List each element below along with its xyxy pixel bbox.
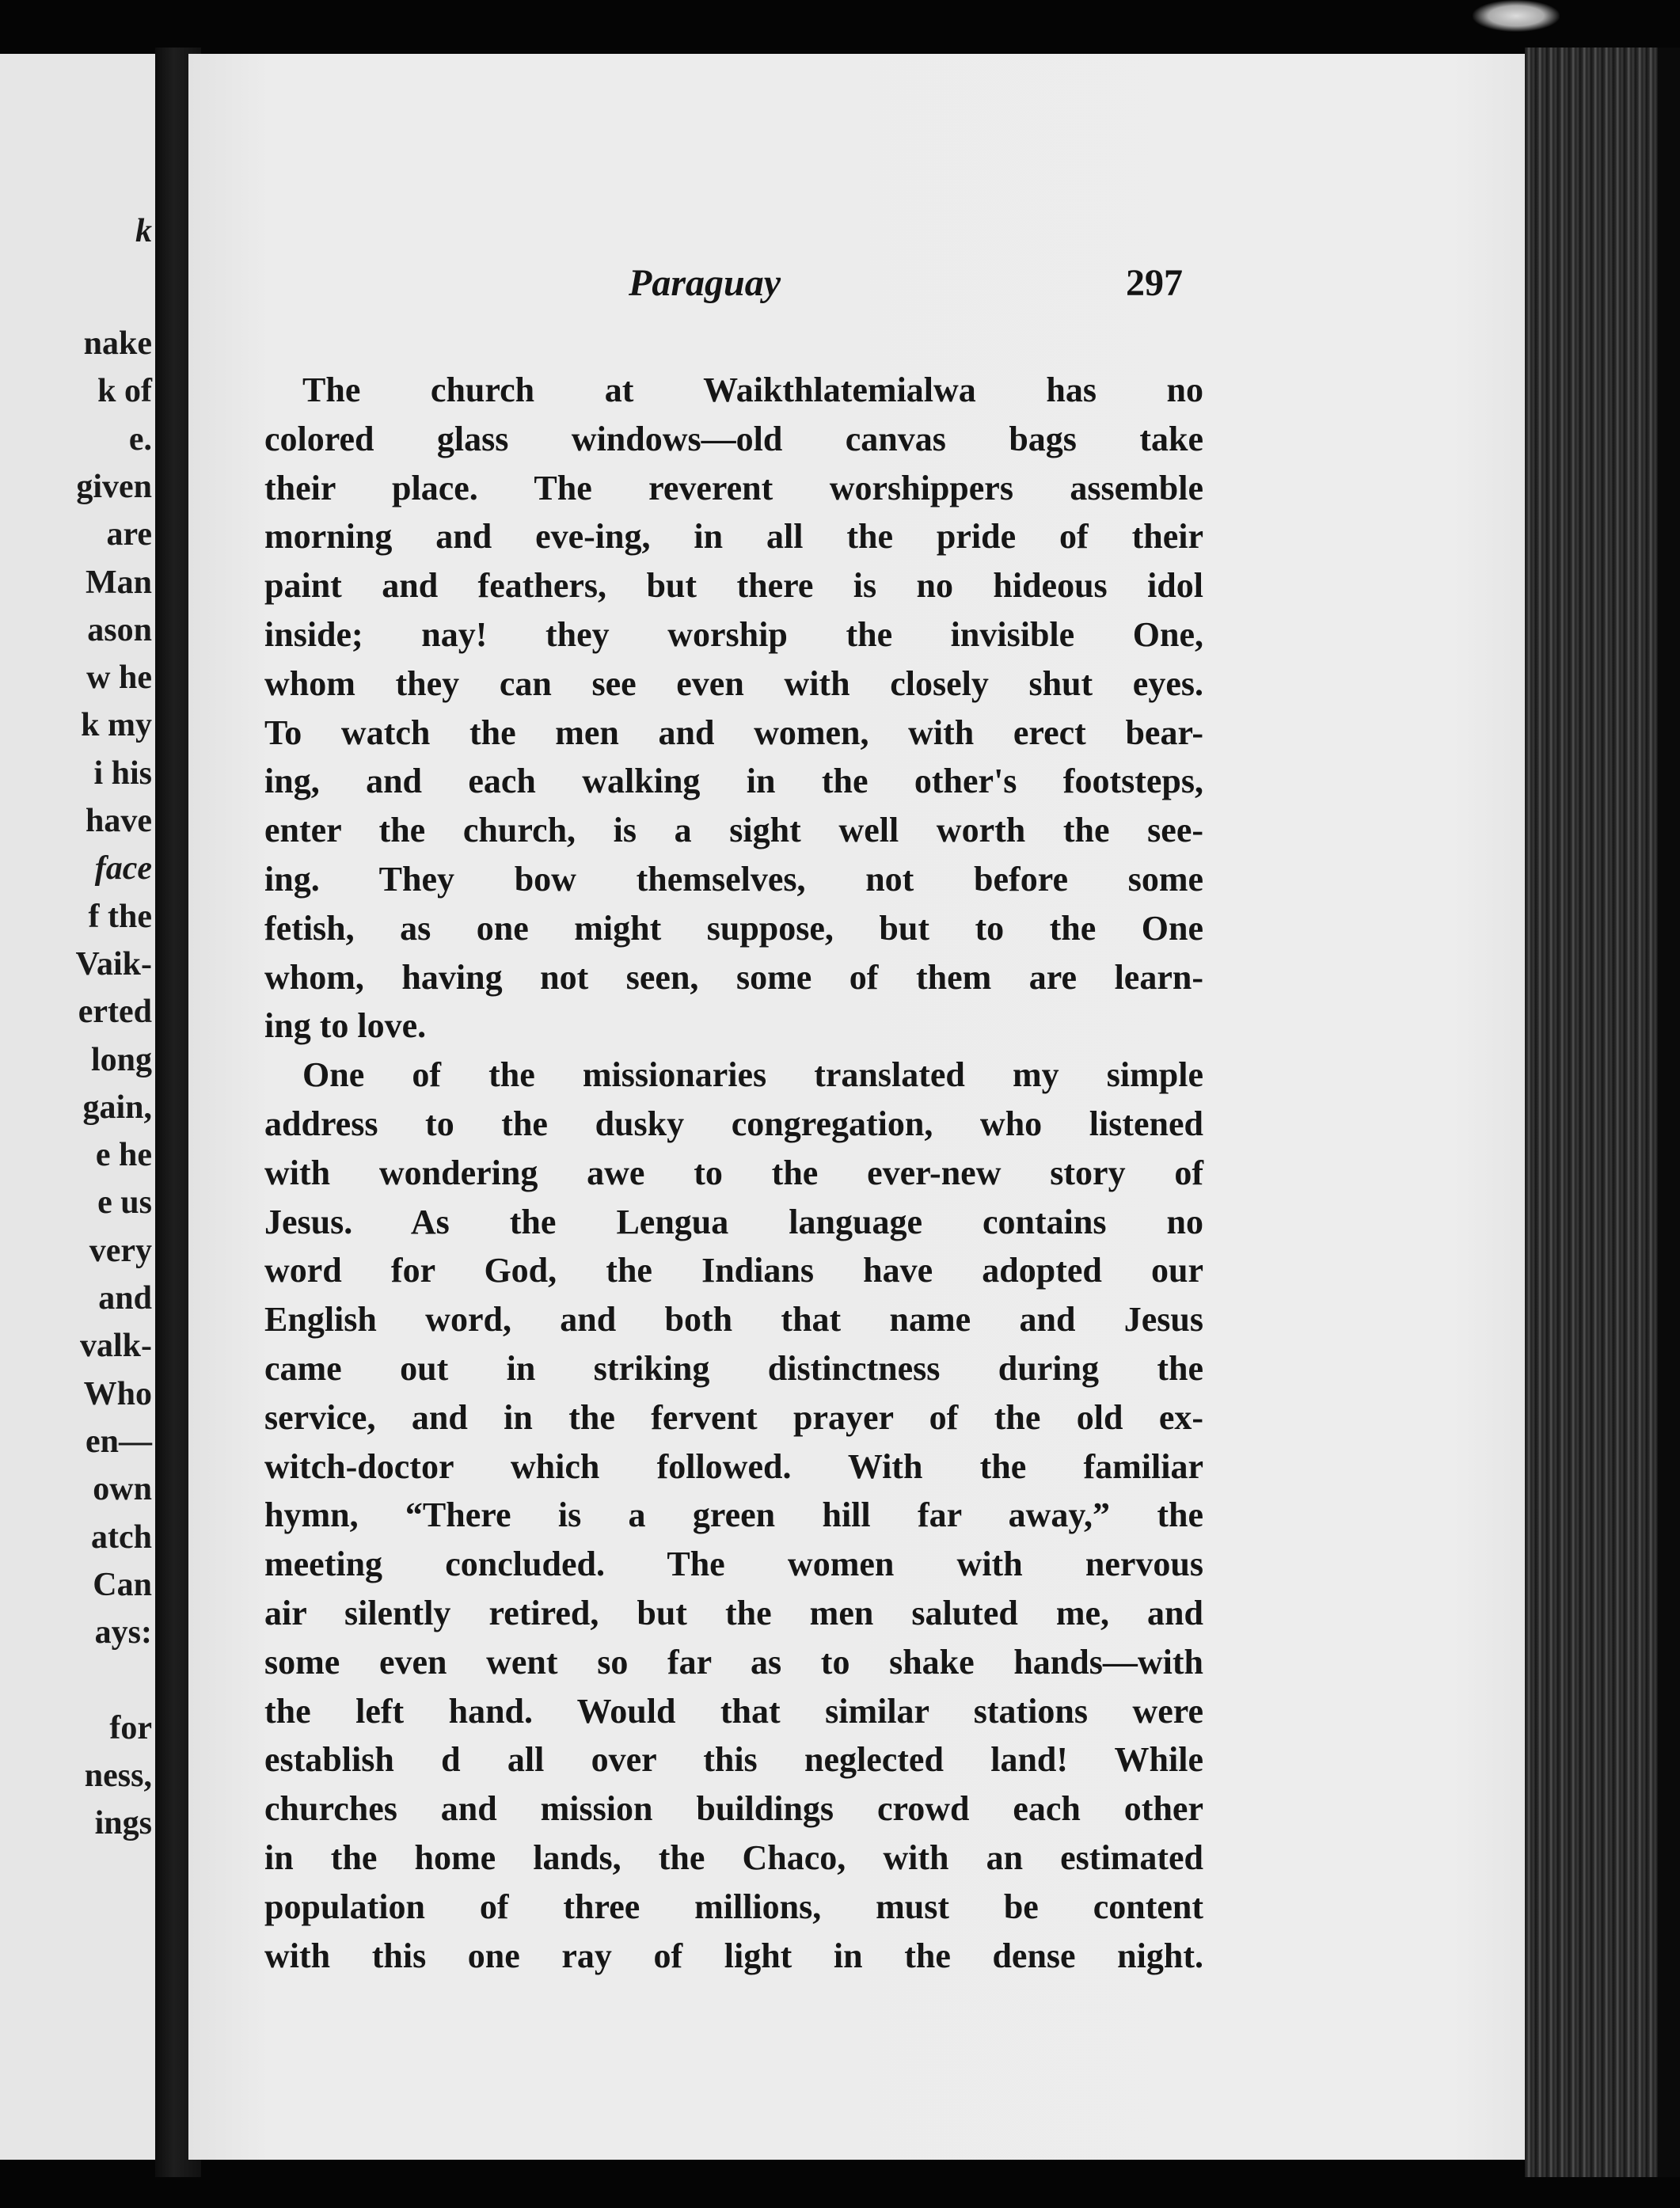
facing-page-fragment: erted [78,994,152,1031]
facing-page-fragment: very [89,1232,152,1269]
facing-page-fragment: k [135,213,152,249]
text-line: enter the church, is a sight well worth the see- [264,811,1203,850]
text-line: with this one ray of light in the dense night. [264,1936,1203,1975]
text-line: air silently retired, but the men saluted me, and [264,1593,1203,1632]
facing-page-fragment: i his [93,754,152,792]
facing-page-fragment: en— [86,1423,152,1460]
text-line: churches and mission buildings crowd each other [264,1789,1203,1829]
facing-page-fragment: ness, [84,1758,152,1794]
text-line: morning and eve‑ing, in all the pride of their [264,517,1203,557]
text-line: colored glass windows—old canvas bags take [264,419,1203,458]
facing-page-fragment: own [93,1471,152,1508]
text-line: establish d all over this neglected land! While [264,1740,1203,1780]
facing-page-text-fragments [0,54,155,2160]
book-page-edges [1525,48,1658,2177]
text-line: English word, and both that name and Jesus [264,1300,1203,1340]
text-line: in the home lands, the Chaco, with an estimated [264,1837,1203,1877]
text-line: population of three millions, must be content [264,1887,1203,1926]
facing-page-fragment: for [109,1709,152,1746]
book-page [188,54,1534,2160]
text-line: with wondering awe to the ever-new story of [264,1153,1203,1192]
facing-page-fragment: f the [88,898,152,935]
text-line: ing to love. [264,1006,427,1046]
text-line: their place. The reverent worshippers assemble [264,468,1203,507]
facing-page-fragment: nake [83,325,152,362]
text-line: the left hand. Would that similar stations were [264,1691,1203,1731]
facing-page-fragment: Can [93,1566,152,1603]
text-line: address to the dusky congregation, who listened [264,1104,1203,1143]
text-line: ing. They bow themselves, not before some [264,859,1203,899]
facing-page-fragment: are [106,516,152,553]
facing-page-fragment: given [76,468,152,505]
scan-artifact [1473,0,1560,32]
text-line: inside; nay! they worship the invisible One, [264,614,1203,654]
facing-page-fragment: long [90,1041,152,1078]
text-line: witch-doctor which followed. With the familiar [264,1446,1203,1486]
text-line: The church at Waikthlatemialwa has no [302,371,1203,409]
text-line: service, and in the fervent prayer of the old ex- [264,1397,1203,1437]
page-number: 297 [1126,262,1183,304]
text-line: word for God, the Indians have adopted our [264,1251,1203,1290]
facing-page-fragment: valk- [79,1328,152,1365]
facing-page-fragment: w he [86,659,152,697]
facing-page-fragment: ason [87,611,152,648]
facing-page-fragment: Vaik- [75,945,152,982]
facing-page-fragment: k my [81,707,152,744]
facing-page-left [0,54,155,2160]
facing-page-fragment: and [98,1280,152,1317]
text-line: hymn, “There is a green hill far away,” the [264,1495,1203,1535]
facing-page-fragment: ings [94,1805,152,1842]
page-body-text [264,366,1203,1980]
book-edge-shadow [1658,48,1680,2177]
facing-page-fragment: have [86,803,152,839]
text-line: whom they can see even with closely shut eyes. [264,663,1203,703]
text-line: some even went so far as to shake hands—with [264,1642,1203,1682]
facing-page-fragment: Who [83,1375,152,1412]
facing-page-fragment: gain, [82,1089,152,1126]
text-line: ing, and each walking in the other's footsteps, [264,762,1203,801]
facing-page-fragment: e us [97,1184,152,1222]
facing-page-fragment: ays: [94,1614,152,1651]
facing-page-fragment: face [94,850,152,887]
facing-page-fragment: atch [91,1518,152,1556]
text-line: One of the missionaries translated my simple [302,1055,1203,1095]
text-line: came out in striking distinctness during the [264,1348,1203,1388]
text-line: To watch the men and women, with erect bear- [264,713,1203,752]
running-head [188,261,1534,317]
facing-page-fragment: e he [95,1137,152,1174]
text-line: Jesus. As the Lengua language contains no [264,1202,1203,1241]
text-line: meeting concluded. The women with nervous [264,1545,1203,1584]
running-title: Paraguay [629,262,781,304]
text-line: paint and feathers, but there is no hideous idol [264,566,1203,606]
facing-page-fragment: Man [86,564,152,601]
text-line: whom, having not seen, some of them are learn- [264,957,1203,997]
facing-page-fragment: k of [97,373,152,410]
facing-page-fragment: e. [128,420,152,458]
text-line: fetish, as one might suppose, but to the One [264,908,1203,948]
